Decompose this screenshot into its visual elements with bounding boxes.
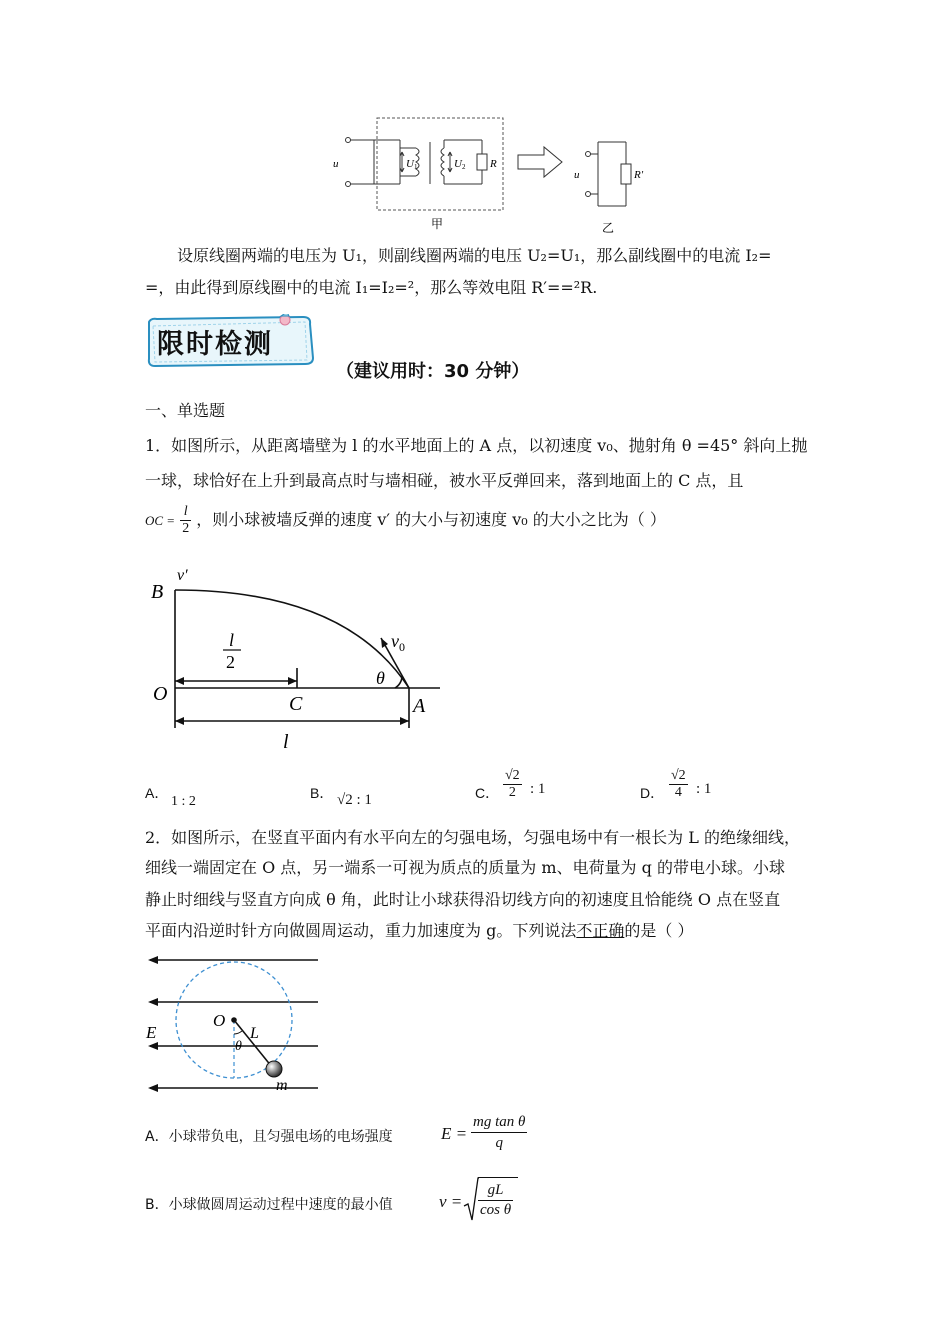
charged-ball: [266, 1061, 282, 1077]
q1-option-d-tail: : 1: [696, 781, 712, 797]
label-theta: θ: [376, 668, 385, 688]
section-heading: 一、单选题: [145, 401, 226, 420]
q1-option-b-value[interactable]: √2 : 1: [337, 792, 372, 808]
q1-oc-prefix: OC =: [145, 513, 176, 528]
label-U1: U: [406, 158, 414, 170]
caption-yi: 乙: [602, 221, 615, 235]
label-L: L: [250, 1025, 259, 1042]
label-U2: U: [454, 158, 462, 170]
svg-text:U2: [454, 158, 466, 171]
label-O: O: [153, 683, 168, 705]
equivalent-arrow-icon: [518, 147, 562, 177]
time-subtitle: （建议用时：30 分钟）: [336, 361, 530, 382]
q1-option-d-den: 4: [674, 785, 682, 800]
q1-line-3: [145, 502, 666, 539]
banner-title: 限时检测: [157, 329, 273, 360]
label-half-den: 2: [226, 652, 235, 672]
q2-option-b-den: cos θ: [480, 1202, 512, 1218]
q2-label-theta: θ: [235, 1039, 242, 1054]
sqrt-overline: [478, 1177, 518, 1178]
q1-option-a-value[interactable]: 1 : 2: [171, 794, 196, 809]
q1-option-a-label[interactable]: A．: [145, 785, 169, 801]
intro-line-2: =，由此得到原线圈中的电流 I₁=I₂=²，那么等效电阻 R′==²R.: [145, 278, 598, 297]
q1-options: [145, 768, 845, 818]
label-B: B: [151, 581, 164, 603]
q2-option-b-num: gL: [478, 1181, 513, 1201]
q1-option-d-fraction[interactable]: [669, 768, 688, 801]
svg-text:v0: [391, 631, 405, 654]
sqrt-sign-icon: [463, 1176, 479, 1224]
label-m: m: [276, 1077, 288, 1094]
svg-text:U1: [406, 158, 418, 171]
q1-line-2: 一球，球恰好在上升到最高点时与墙相碰，被水平反弹回来，落到地面上的 C 点，且: [145, 471, 744, 490]
label-vprime: v′: [177, 567, 188, 584]
label-R: R: [490, 158, 497, 170]
q2-option-a-den: q: [495, 1135, 503, 1151]
label-U2-sub: 2: [461, 163, 466, 171]
q2-not-correct-underlined: 不正确: [576, 921, 625, 940]
transformer-figure: [330, 112, 655, 236]
q1-projectile-figure: [145, 560, 445, 760]
q2-line-3: 静止时细线与竖直方向成 θ 角，此时让小球获得沿切线方向的初速度且恰能绕 O 点在竖直: [145, 890, 781, 909]
transformer-dashed-box: [377, 118, 503, 210]
label-E: E: [146, 1023, 157, 1042]
label-half-num: l: [229, 630, 235, 650]
q1-line-3-suffix: ，则小球被墙反弹的速度 v′ 的大小与初速度 v₀ 的大小之比为（ ）: [196, 510, 666, 529]
q2-label-O: O: [213, 1011, 226, 1030]
q1-option-c-den: 2: [508, 785, 516, 800]
q1-line-1: 1．如图所示，从距离墙壁为 l 的水平地面上的 A 点，以初速度 v₀、抛射角 θ =45° 斜向上抛: [145, 436, 808, 455]
q2-option-a-num: mg tan θ: [471, 1112, 527, 1133]
label-v0-sub: 0: [399, 640, 405, 654]
label-U1-sub: 1: [413, 163, 418, 171]
label-l: l: [283, 731, 289, 753]
trajectory-curve: [175, 590, 409, 688]
source-left: [346, 138, 401, 187]
q1-oc-num: l: [180, 504, 191, 521]
label-u-left: u: [333, 158, 339, 170]
label-v0: v: [391, 631, 399, 651]
q2-option-b-lhs: v =: [439, 1192, 463, 1211]
caption-jia: 甲: [431, 217, 444, 231]
q2-line-2: 细线一端固定在 O 点，另一端系一可视为质点的质量为 m、电荷量为 q 的带电小球。小球: [145, 858, 785, 877]
q1-option-c-tail: : 1: [530, 781, 546, 797]
q1-option-c-label[interactable]: C．: [475, 785, 500, 801]
q1-option-d-num: √2: [671, 768, 686, 783]
label-u-right: u: [574, 169, 580, 181]
pivot-point: [231, 1017, 237, 1023]
q1-option-b-label[interactable]: B．: [310, 785, 334, 801]
label-C: C: [289, 693, 303, 715]
q2-option-b-fraction: [478, 1181, 513, 1220]
equivalent-circuit: [586, 142, 632, 206]
q2-line-4: [145, 913, 693, 949]
q1-option-c-num: √2: [505, 768, 520, 783]
q2-line-4-prefix: 平面内沿逆时针方向做圆周运动，重力加速度为 g。下列说法: [145, 921, 577, 940]
q2-field-figure: [140, 950, 330, 1100]
q1-oc-fraction: [180, 504, 191, 537]
q2-option-b-text: B．小球做圆周运动过程中速度的最小值: [145, 1197, 393, 1213]
q2-line-4-suffix: 的是（ ）: [624, 921, 694, 940]
q1-option-d-label[interactable]: D．: [640, 785, 665, 801]
q2-option-a-fraction: [471, 1112, 527, 1153]
secondary-coil: [441, 140, 487, 184]
label-Rprime: R′: [634, 169, 644, 181]
intro-line-1: 设原线圈两端的电压为 U₁，则副线圈两端的电压 U₂=U₁，那么副线圈中的电流 I₂=: [177, 246, 772, 265]
q2-line-1: 2．如图所示，在竖直平面内有水平向左的匀强电场，匀强电场中有一根长为 L 的绝缘细线，: [145, 828, 800, 847]
label-A: A: [413, 695, 426, 717]
section-banner: [145, 314, 315, 368]
q2-option-a-text: A．小球带负电，且匀强电场的电场强度: [145, 1129, 393, 1145]
q1-oc-den: 2: [182, 521, 190, 536]
q2-option-a-lhs: E =: [441, 1124, 468, 1143]
q2-theta-arc: [234, 1031, 242, 1034]
q1-option-c-fraction[interactable]: [503, 768, 522, 801]
